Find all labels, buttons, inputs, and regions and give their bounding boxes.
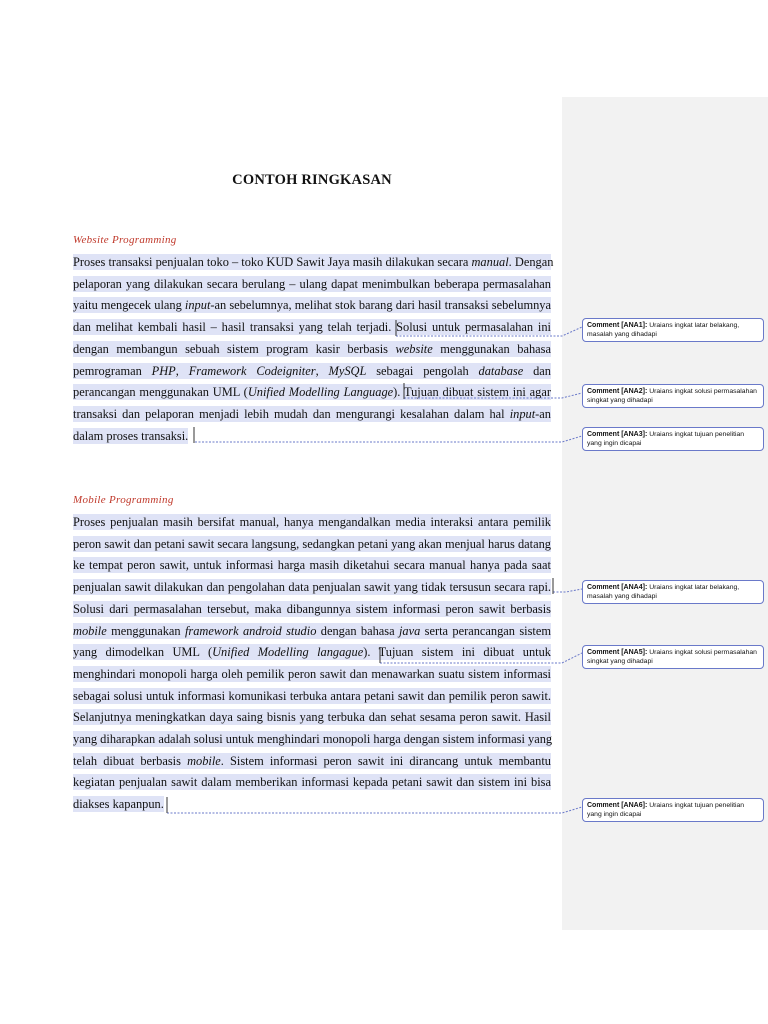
- text-run: penjualan sawit dilakukan dan pengolahan data penjualan sawit yang tidak tersusun secara rapi.: [73, 580, 551, 595]
- comment-id: Comment [ANA3]:: [587, 431, 650, 438]
- text-run: yaitu mengecek ulang: [73, 298, 185, 313]
- italic-term: framework android studio: [184, 623, 317, 638]
- comment-balloon[interactable]: [582, 384, 764, 408]
- italic-term: Unified Modelling langague: [212, 645, 364, 660]
- text-run: telah dibuat berbasis: [73, 753, 188, 768]
- italic-term: MySQL: [328, 363, 367, 378]
- text-run: sebagai pengolah: [366, 363, 479, 378]
- comment-leader-6: [167, 807, 582, 813]
- comment-leader-1: [396, 327, 582, 336]
- comment-id: Comment [ANA1]:: [587, 322, 650, 329]
- comment-balloon[interactable]: [582, 427, 764, 451]
- comment-text: Uraians ingkat latar belakang, masalah yang dihadapi: [587, 322, 740, 338]
- text-run: serta perancangan sistem: [420, 623, 551, 638]
- comment-balloon[interactable]: [582, 798, 764, 822]
- section-heading: Mobile Programming: [73, 494, 174, 506]
- text-run: dalam proses transaksi.: [73, 428, 189, 443]
- italic-term: Unified Modelling Language: [247, 385, 394, 400]
- comment-text: Uraians ingkat solusi permasalahan singkat yang dihadapi: [587, 388, 757, 404]
- italic-term: input: [509, 406, 536, 421]
- text-run: ke tempat peron sawit, untuk informasi harga masih diketahui secara manual hanya pada saat: [73, 558, 551, 573]
- text-run: Solusi dari permasalahan tersebut, maka dibangunnya sistem informasi peron sawit berbasis: [73, 601, 551, 616]
- text-run: ,: [175, 363, 189, 378]
- italic-term: java: [398, 623, 421, 638]
- text-run: pelaporan yang dilakukan secara berulang – ulang dapat menimbulkan beberapa permasalahan: [73, 276, 551, 291]
- text-run: menggunakan: [106, 623, 185, 638]
- text-run: -an sebelumnya, melihat stok barang dari hasil transaksi sebelumnya: [210, 298, 551, 313]
- text-run: Proses transaksi penjualan toko – toko KUD Sawit Jaya masih dilakukan secara: [73, 255, 472, 269]
- comment-id: Comment [ANA6]:: [587, 802, 650, 809]
- text-run: ). Tujuan dibuat sistem ini agar: [393, 385, 551, 400]
- text-run: dan: [523, 363, 551, 378]
- text-run: diakses kapanpun.: [73, 797, 164, 812]
- comment-id: Comment [ANA5]:: [587, 649, 650, 656]
- text-run: kegiatan penjualan sawit dalam memberikan informasi kepada petani sawit dan sistem ini bisa: [73, 775, 551, 790]
- comment-leader-3: [195, 436, 582, 442]
- text-run: menggunakan bahasa: [432, 341, 551, 356]
- document-title: CONTOH RINGKASAN: [232, 172, 392, 188]
- italic-term: PHP: [151, 363, 176, 378]
- comment-text: Uraians ingkat solusi permasalahan singkat yang dihadapi: [587, 649, 757, 665]
- text-run: pemrograman: [73, 363, 152, 378]
- italic-term: database: [478, 363, 524, 378]
- text-run: sebagai solusi untuk informasi komunikasi terbuka antara petani sawit dan pemilik peron sawit.: [73, 688, 551, 703]
- text-run: Proses penjualan masih bersifat manual, hanya mengandalkan media interaksi antara pemilik: [73, 515, 551, 529]
- comment-balloon[interactable]: [582, 318, 764, 342]
- text-run: Selanjutnya meningkatkan daya saing bisnis yang terbuka dan sehat sesama peron sawit. Hasil: [73, 710, 551, 725]
- italic-term: Framework Codeigniter: [188, 363, 316, 378]
- text-run: ,: [315, 363, 329, 378]
- comment-balloon[interactable]: [582, 580, 764, 604]
- comment-text: Uraians ingkat tujuan penelitian yang ingin dicapai: [587, 802, 745, 818]
- italic-term: website: [395, 341, 433, 356]
- italic-term: input: [184, 298, 211, 313]
- section-heading: Website Programming: [73, 234, 177, 246]
- comment-leader-5: [380, 653, 582, 663]
- text-run: menghindari monopoli harga oleh pemilik peron sawit dan menawarkan suatu sistem informasi: [73, 666, 551, 681]
- text-run: yang dimodelkan UML (: [73, 645, 213, 660]
- comment-id: Comment [ANA2]:: [587, 388, 650, 395]
- comment-leader-2: [404, 393, 582, 398]
- text-run: peron sawit dan petani sawit secara langsung, sedangkan petani yang akan menjual harus datang: [73, 536, 551, 551]
- text-run: dan melihat kembali hasil – hasil transaksi yang telah terjadi. Solusi untuk permasalahan ini: [73, 320, 551, 335]
- italic-term: mobile: [73, 623, 107, 638]
- comment-text: Uraians ingkat tujuan penelitian yang ingin dicapai: [587, 431, 745, 447]
- text-run: transaksi dan pelaporan menjadi lebih mudah dan mengurangi kesalahan dalam hal: [73, 406, 510, 421]
- italic-term: manual: [471, 255, 509, 269]
- text-run: dengan membangun sebuah sistem program kasir berbasis: [73, 341, 396, 356]
- text-run: yang diharapkan adalah solusi untuk menghindari monopoli harga dengan sistem informasi yang: [73, 732, 553, 746]
- text-run: . Sistem informasi peron sawit ini dirancang untuk membantu: [220, 753, 551, 768]
- text-run: perancangan menggunakan UML (: [73, 385, 248, 400]
- text-run: -an: [535, 406, 551, 421]
- text-run: ). Tujuan sistem ini dibuat untuk: [363, 645, 552, 660]
- text-run: dengan bahasa: [316, 623, 399, 638]
- comment-leader-4: [553, 589, 582, 592]
- comment-text: Uraians ingkat latar belakang, masalah yang dihadapi: [587, 584, 740, 600]
- text-run: . Dengan: [508, 255, 554, 269]
- comment-id: Comment [ANA4]:: [587, 584, 650, 591]
- comment-balloon[interactable]: [582, 645, 764, 669]
- italic-term: mobile: [187, 753, 221, 768]
